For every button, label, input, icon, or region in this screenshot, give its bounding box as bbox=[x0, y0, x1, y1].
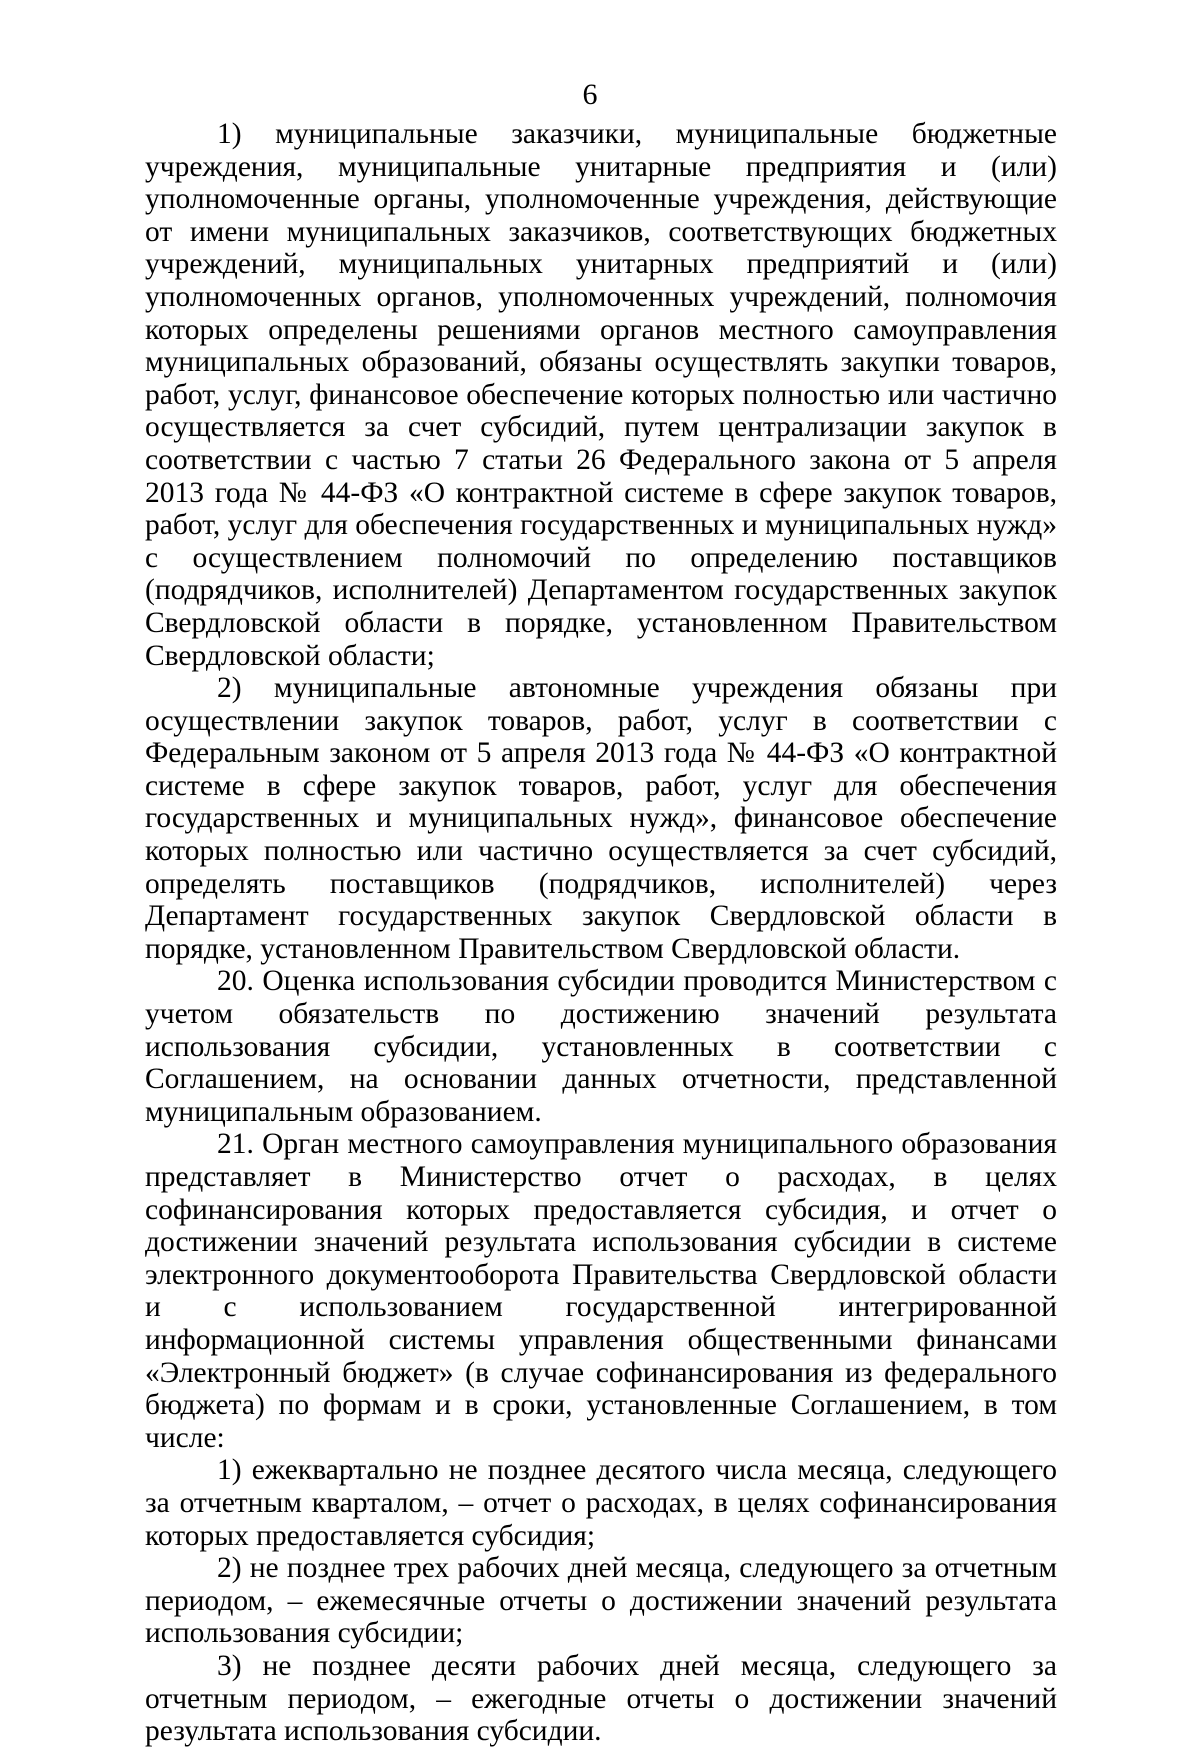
paragraph-21-item-2-monthly-report: 2) не позднее трех рабочих дней месяца, следующего за отчетным периодом, – ежемесячные отчеты о достижении значений результата использования субсидии; bbox=[145, 1552, 1057, 1650]
paragraph-21-item-1-quarterly-report: 1) ежеквартально не позднее десятого числа месяца, следующего за отчетным кварталом, – отчет о расходах, в целях софинансирования которых предоставляется субсидия; bbox=[145, 1454, 1057, 1552]
paragraph-item-1-centralized-procurement: 1) муниципальные заказчики, муниципальные бюджетные учреждения, муниципальные унитарные предприятия и (или) уполномоченные органы, уполномоченные учреждения, действующие от имени муниципальных заказчиков, соответствующих бюджетных учреждений, муниципальных унитарных предприятий и (или) уполномоченных органов, уполномоченных учреждений, полномочия которых определены решениями органов местного самоуправления муниципальных образований, обязаны осуществлять закупки товаров, работ, услуг, финансовое обеспечение которых полностью или частично осуществляется за счет субсидий, путем централизации закупок в соответствии с частью 7 статьи 26 Федерального закона от 5 апреля 2013 года № 44-ФЗ «О контрактной системе в сфере закупок товаров, работ, услуг для обеспечения государственных и муниципальных нужд» с осуществлением полномочий по определению поставщиков (подрядчиков, исполнителей) Департаментом государственных закупок Свердловской области в порядке, установленном Правительством Свердловской области; bbox=[145, 118, 1057, 672]
paragraph-21-reporting: 21. Орган местного самоуправления муниципального образования представляет в Министерство отчет о расходах, в целях софинансирования которых предоставляется субсидия, и отчет о достижении значений результата использования субсидии в системе электронного документооборота Правительства Свердловской области и с использованием государственной интегрированной информационной системы управления общественными финансами «Электронный бюджет» (в случае софинансирования из федерального бюджета) по формам и в сроки, установленные Соглашением, в том числе: bbox=[145, 1128, 1057, 1454]
paragraph-item-2-autonomous-institutions: 2) муниципальные автономные учреждения обязаны при осуществлении закупок товаров, работ, услуг в соответствии с Федеральным законом от 5 апреля 2013 года № 44-ФЗ «О контрактной системе в сфере закупок товаров, работ, услуг для обеспечения государственных и муниципальных нужд», финансовое обеспечение которых полностью или частично осуществляется за счет субсидий, определять поставщиков (подрядчиков, исполнителей) через Департамент государственных закупок Свердловской области в порядке, установленном Правительством Свердловской области. bbox=[145, 672, 1057, 965]
page-number: 6 bbox=[582, 78, 598, 111]
paragraph-20-subsidy-evaluation: 20. Оценка использования субсидии проводится Министерством с учетом обязательств по достижению значений результата использования субсидии, установленных в соответствии с Соглашением, на основании данных отчетности, представленной муниципальным образованием. bbox=[145, 965, 1057, 1128]
paragraph-21-item-3-annual-report: 3) не позднее десяти рабочих дней месяца, следующего за отчетным периодом, – ежегодные отчеты о достижении значений результата использования субсидии. bbox=[145, 1649, 1057, 1748]
document-body bbox=[145, 118, 1057, 1748]
